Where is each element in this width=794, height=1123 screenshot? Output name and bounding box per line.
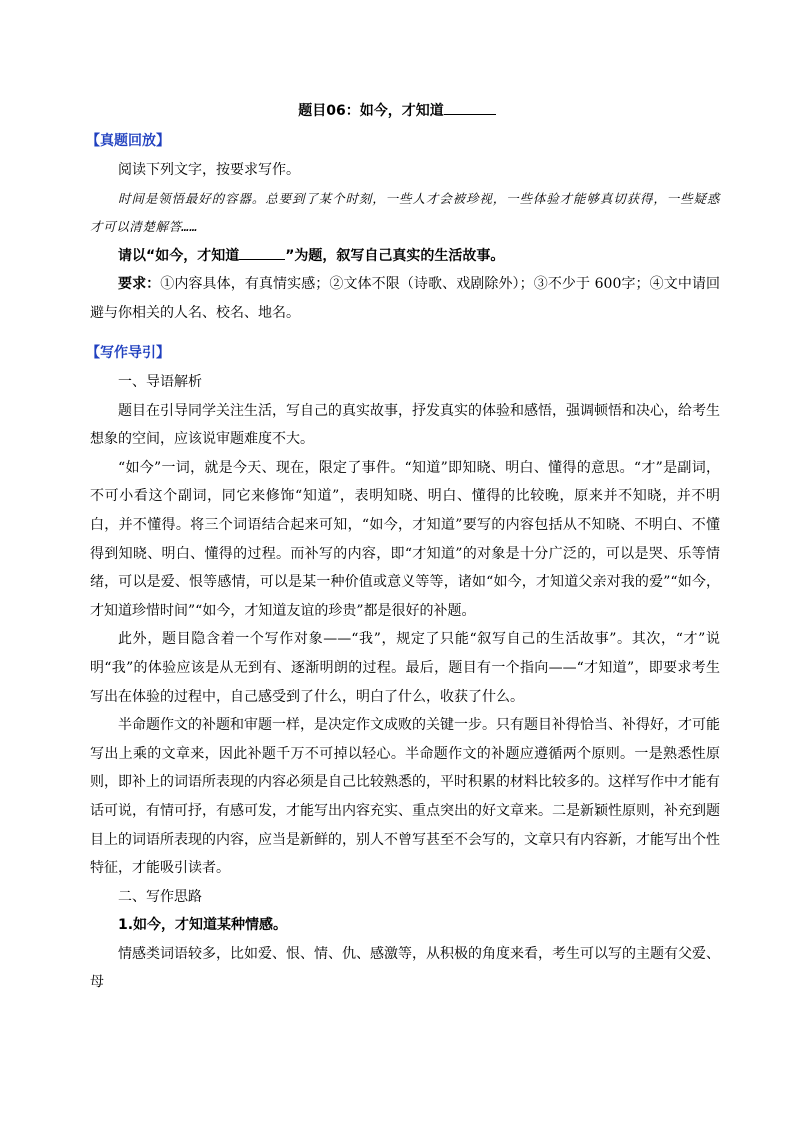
review-quote: 时间是领悟最好的容器。总要到了某个时刻，一些人才会被珍视，一些体验才能够真切获得，一些疑惑才可以清楚解答…… [90, 190, 720, 235]
guide-para-1: 题目在引导同学关注生活，写自己的真实故事，抒发真实的体验和感悟，强调顿悟和决心，给考生想象的空间，应该说审题难度不大。 [90, 402, 720, 448]
title-blank-line [444, 101, 496, 115]
task-blank-line [239, 247, 285, 260]
guide-para-3: 此外，题目隐含着一个写作对象——“我”，规定了只能“叙写自己的生活故事”。其次，“才”说明“我”的体验应该是从无到有、逐渐明朗的过程。最后，题目有一个指向——“才知道”，即要求考生写出在体验的过程中，自己感受到了什么，明白了什么，收获了什么。 [90, 631, 720, 705]
guide-subhead-2: 二、写作思路 [118, 888, 202, 905]
guide-para-2: “如今”一词，就是今天、现在，限定了事件。“知道”即知晓、明白、懂得的意思。“才”是副词，不可小看这个副词，同它来修饰“知道”，表明知晓、明白、懂得的比较晚，原来并不知晓，并不明白，并不懂得。将三个词语结合起来可知，“如今，才知道”要写的内容包括从不知晓、不明白、不懂得到知晓、明白、懂得的过程。而补写的内容，即“才知道”的对象是十分广泛的，可以是哭、乐等情绪，可以是爱、恨等感情，可以是某一种价值或意义等等，诸如“如今，才知道父亲对我的爱”“如今，才知道珍惜时间”“如今，才知道友谊的珍贵”都是很好的补题。 [90, 459, 720, 619]
guide-block [90, 368, 720, 997]
section-head-guide: 【写作导引】 [86, 345, 170, 361]
guide-para-4: 半命题作文的补题和审题一样，是决定作文成败的关键一步。只有题目补得恰当、补得好，才可能写出上乘的文章来，因此补题千万不可掉以轻心。半命题作文的补题应遵循两个原则。一是熟悉性原则，即补上的词语所表现的内容必须是自己比较熟悉的，平时积累的材料比较多的。这样写作中才能有话可说，有情可抒，有感可发，才能写出内容充实、重点突出的好文章来。二是新颖性原则，补充到题目上的词语所表现的内容，应当是新鲜的，别人不曾写甚至不会写的，文章只有内容新，才能写出个性特征，才能吸引读者。 [90, 717, 720, 877]
req-label: 要求： [118, 276, 161, 293]
guide-subhead-1: 一、导语解析 [118, 374, 202, 390]
guide-subhead-2-1: 1.如今，才知道某种情感。 [118, 917, 288, 934]
title-text: 题目06：如今，才知道 [298, 103, 444, 119]
task-after: ”为题，叙写自己真实的生活故事。 [285, 247, 505, 264]
review-block [90, 156, 720, 328]
page-title [0, 101, 794, 121]
guide-para-5: 情感类词语较多，比如爱、恨、情、仇、感激等，从积极的角度来看，考生可以写的主题有父爱、母 [90, 945, 720, 991]
section-head-review: 【真题回放】 [86, 133, 170, 149]
req-text: ①内容具体，有真情实感；②文体不限（诗歌、戏剧除外）；③不少于 600字；④文中请回避与你相关的人名、校名、地名。 [90, 276, 721, 321]
review-requirements [90, 270, 720, 327]
review-task [90, 242, 720, 271]
task-before: 请以“如今，才知道 [118, 247, 240, 264]
review-intro: 阅读下列文字，按要求写作。 [118, 162, 300, 178]
